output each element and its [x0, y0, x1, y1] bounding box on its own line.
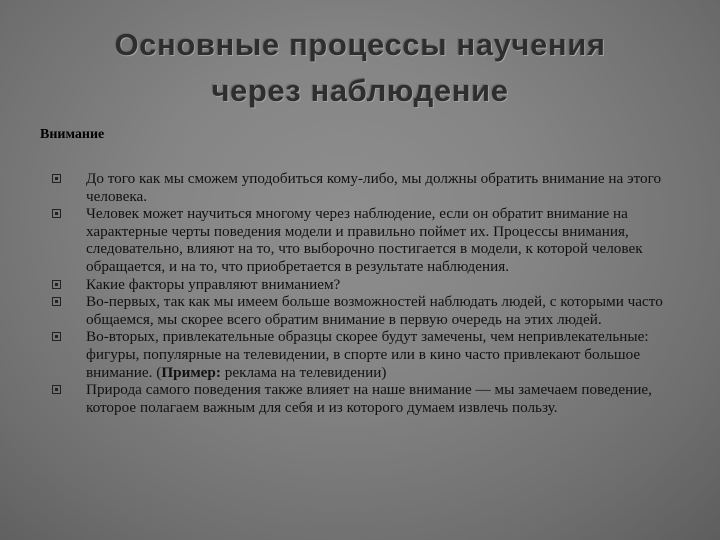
- bullet-text: Во-первых, так как мы имеем больше возможностей наблюдать людей, с которыми часто общаемся, мы скорее всего обратим внимание в первую очередь на этих людей.: [86, 293, 663, 328]
- bullet-text: Человек может научиться многому через наблюдение, если он обратит внимание на характерные черты поведения модели и правильно поймет их. Процессы внимания, следовательно, влияют на то, что выборочно постигается в модели, к которой человек обращается, и на то, что приобретается в результате наблюдения.: [86, 205, 643, 275]
- square-bullet-icon: [52, 209, 61, 218]
- bullet-text-after: реклама на телевидении): [220, 363, 387, 381]
- bullet-text: Какие факторы управляют вниманием?: [86, 275, 341, 293]
- square-bullet-icon: [52, 174, 61, 183]
- bullet-text: Природа самого поведения также влияет на наше внимание — мы замечаем поведение, которое полагаем важным для себя и из которого думаем извлечь пользу.: [86, 381, 652, 416]
- bullet-example-label: Пример:: [161, 363, 221, 381]
- title-line-2: через наблюдение: [211, 73, 509, 108]
- bullet-item: [52, 328, 692, 381]
- square-bullet-icon: [52, 332, 61, 341]
- square-bullet-icon: [52, 280, 61, 289]
- bullet-item: [52, 381, 692, 416]
- square-bullet-icon: [52, 297, 61, 306]
- bullet-text-before: Во-вторых, привлекательные образцы скорее будут замечены, чем непривлекательные: фигуры, популярные на телевидении, в спорте или в кино часто привлекают большое внимание. (: [86, 328, 649, 381]
- slide-title: [40, 22, 680, 114]
- square-bullet-icon: [52, 385, 61, 394]
- bullet-item: [52, 293, 692, 328]
- bullet-list: [52, 170, 692, 416]
- title-line-1: Основные процессы научения: [114, 27, 606, 62]
- bullet-item: [52, 205, 692, 275]
- section-heading: Внимание: [40, 127, 105, 142]
- bullet-item: [52, 170, 692, 205]
- bullet-text: До того как мы сможем уподобиться кому-либо, мы должны обратить внимание на этого человека.: [86, 170, 662, 205]
- bullet-item: [52, 276, 692, 294]
